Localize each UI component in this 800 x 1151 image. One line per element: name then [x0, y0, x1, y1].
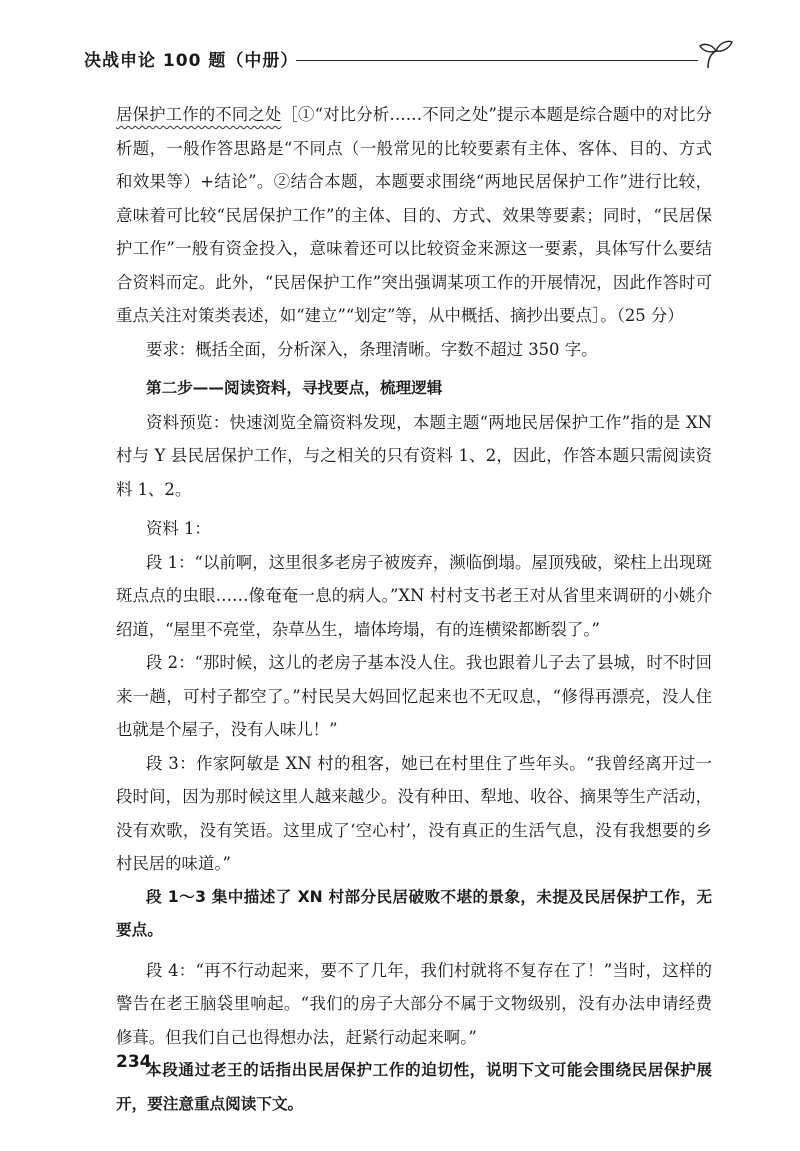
page-content	[116, 98, 712, 1121]
intro-underlined-text: 居保护工作的不同之处	[116, 105, 282, 124]
material-paragraph-1: 段 1：“以前啊，这里很多老房子被废弃，濒临倒塌。屋顶残破，梁柱上出现斑斑点点的虫眼……像奄奄一息的病人。”XN 村村支书老王对从省里来调研的小姚介绍道，“屋里不亮堂，杂草丛生，墙体垮塌，有的连横梁都断裂了。”	[116, 552, 712, 639]
intro-analysis-text: ［①“对比分析……不同之处”提示本题是综合题中的对比分析题，一般作答思路是“不同点（一般常见的比较要素有主体、客体、目的、方式和效果等）+结论”。②结合本题，本题要求围绕“两地民居保护工作”进行比较，意味着可比较“民居保护工作”的主体、目的、方式、效果等要素；同时，“民居保护工作”一般有资金投入，意味着还可以比较资金来源这一要素，具体写什么要结合资料而定。此外，“民居保护工作”突出强调某项工作的开展情况，因此作答时可重点关注对策类表述，如“建立”“划定”等，从中概括、摘抄出要点］。（25 分）	[116, 105, 712, 325]
intro-paragraph	[116, 98, 712, 333]
material-preview: 资料预览：快速浏览全篇资料发现，本题主题“两地民居保护工作”指的是 XN 村与 Y 县民居保护工作，与之相关的只有资料 1、2，因此，作答本题只需阅读资料 1、2。	[116, 412, 712, 499]
sprout-icon	[698, 38, 734, 70]
running-header	[84, 40, 734, 80]
book-title: 决战申论 100 题（中册）	[84, 51, 299, 71]
material-paragraph-2: 段 2：“那时候，这儿的老房子基本没人住。我也跟着儿子去了县城，时不时回来一趟，可村子都空了。”村民吴大妈回忆起来也不无叹息，“修得再漂亮，没人住也就是个屋子，没有人味儿！”	[116, 653, 712, 739]
material-paragraph-4: 段 4：“再不行动起来，要不了几年，我们村就将不复存在了！”当时，这样的警告在老王脑袋里响起。“我们的房子大部分不属于文物级别，没有办法申请经费修葺。但我们自己也得想办法，赶紧行动起来啊。”	[116, 960, 712, 1047]
step2-heading: 第二步——阅读资料，寻找要点，梳理逻辑	[146, 379, 443, 397]
material-label: 资料 1：	[146, 519, 211, 538]
material-paragraph-3: 段 3：作家阿敏是 XN 村的租客，她已在村里住了些年头。“我曾经离开过一段时间，因为那时候这里人越来越少。没有种田、犁地、收谷、摘果等生产活动，没有欢歌，没有笑语。这里成了‘空心村’，没有真正的生活气息，没有我想要的乡村民居的味道。”	[116, 753, 712, 873]
analysis-note-2: 本段通过老王的话指出民居保护工作的迫切性，说明下文可能会围绕民居保护展开，要注意重点阅读下文。	[116, 1061, 712, 1113]
analysis-note-1: 段 1～3 集中描述了 XN 村部分民居破败不堪的景象，未提及民居保护工作，无要点。	[116, 887, 712, 939]
page-number: 234	[116, 1052, 152, 1072]
requirement-text: 要求：概括全面，分析深入，条理清晰。字数不超过 350 字。	[146, 339, 598, 359]
header-divider	[296, 60, 698, 61]
